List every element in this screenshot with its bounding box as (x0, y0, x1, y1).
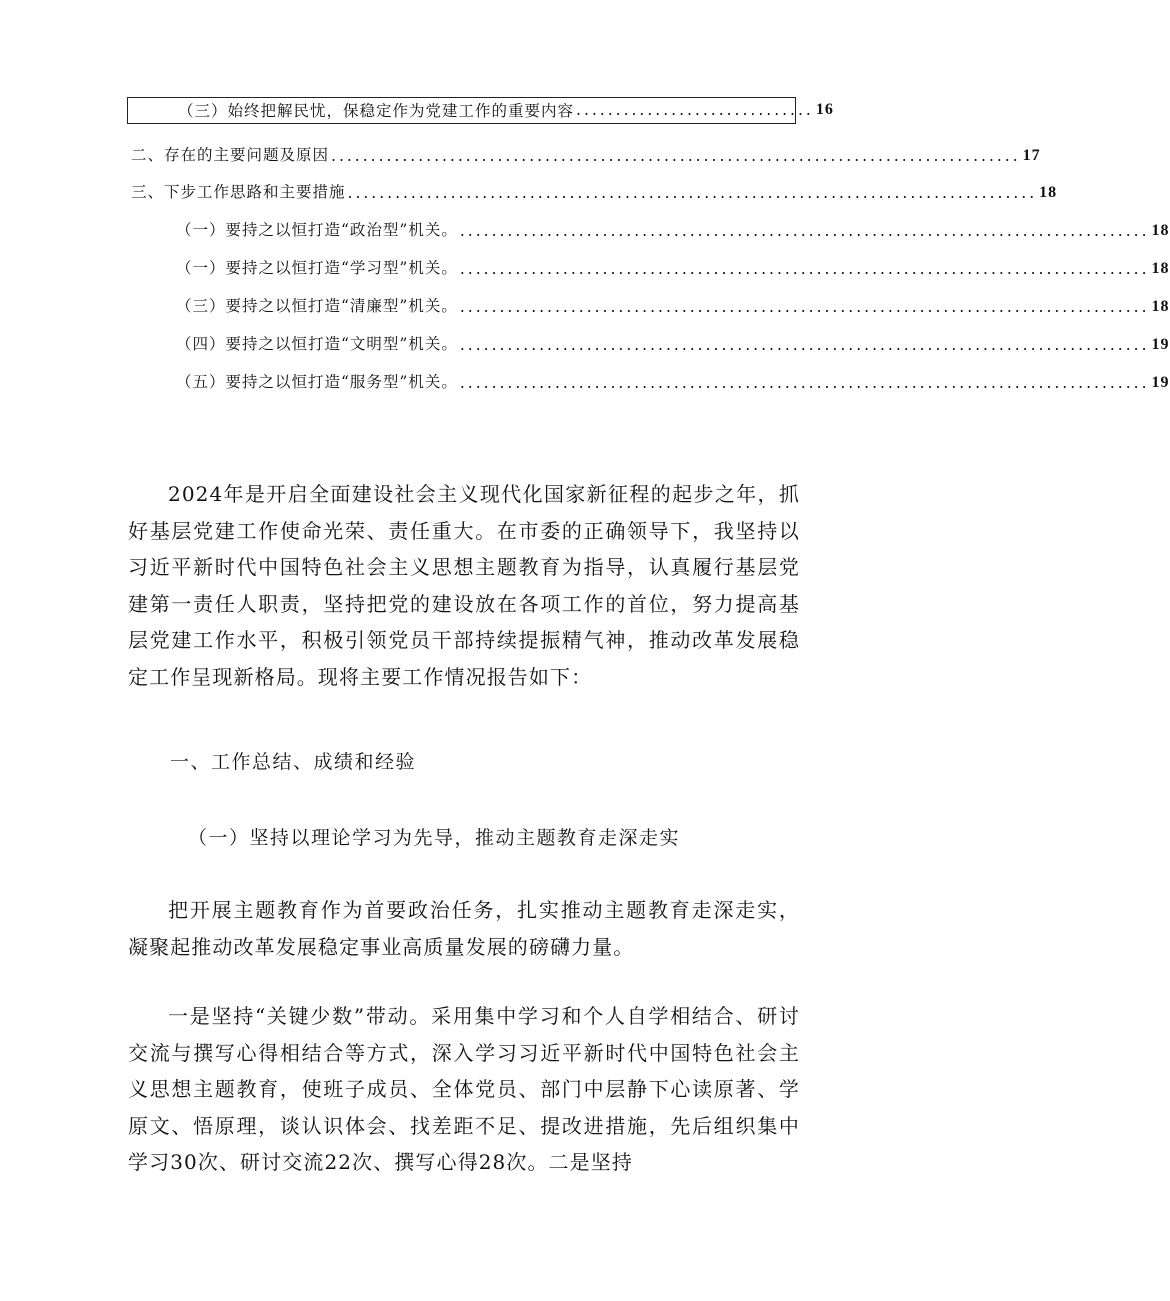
toc-item-4[interactable] (176, 212, 1170, 240)
body-paragraph-1 (128, 892, 800, 965)
toc-item-label: （三）始终把解民忧，保稳定作为党建工作的重要内容 (178, 101, 575, 120)
toc-item-5[interactable] (176, 250, 1170, 278)
body-paragraph-2 (128, 998, 800, 1181)
toc-page-number: 16 (815, 100, 834, 118)
toc-page-number: 17 (1022, 147, 1041, 164)
paragraph-text: 一是坚持“关键少数”带动。采用集中学习和个人自学相结合、研讨交流与撰写心得相结合等方式，深入学习习近平新时代中国特色社会主义思想主题教育，使班子成员、全体党员、部门中层静下心读原著、学原文、悟原理，谈认识体会、找差距不足、提改进措施，先后组织集中学习30次、研讨交流22次、撰写心得28次。二是坚持 (128, 1004, 800, 1174)
toc-item-2[interactable] (131, 137, 1041, 165)
toc-item-label: （四）要持之以恒打造“文明型”机关。 (176, 335, 458, 353)
toc-page-number: 19 (1151, 374, 1170, 391)
toc-item-1[interactable] (127, 97, 834, 124)
toc-page-number: 18 (1151, 222, 1170, 239)
subsection-heading: （一）坚持以理论学习为先导，推动主题教育走深走实 (188, 827, 681, 849)
toc-item-label: （五）要持之以恒打造“服务型”机关。 (176, 373, 458, 391)
intro-text: 2024年是开启全面建设社会主义现代化国家新征程的起步之年，抓好基层党建工作使命光荣、责任重大。在市委的正确领导下，我坚持以习近平新时代中国特色社会主义思想主题教育为指导，认真履行基层党建第一责任人职责，坚持把党的建设放在各项工作的首位，努力提高基层党建工作水平，积极引领党员干部持续提振精气神，推动改革发展稳定工作呈现新格局。现将主要工作情况报告如下： (128, 482, 800, 689)
toc-leader-dots: ....................................................................................... (459, 374, 1150, 392)
toc-leader-dots: ....................................................................................... (347, 184, 1038, 202)
paragraph-text: 把开展主题教育作为首要政治任务，扎实推动主题教育走深走实，凝聚起推动改革发展稳定事业高质量发展的磅礴力量。 (128, 898, 800, 959)
toc-item-label: 三、下步工作思路和主要措施 (131, 183, 346, 201)
toc-page-number: 19 (1151, 336, 1170, 353)
toc-leader-dots: ....................................................................................... (459, 260, 1150, 278)
toc-page-number: 18 (1151, 298, 1170, 315)
toc-page-number: 18 (1039, 184, 1058, 201)
toc-item-label: （三）要持之以恒打造“清廉型”机关。 (176, 297, 458, 315)
toc-leader-dots: ....................................................................................... (459, 298, 1150, 316)
toc-leader-dots: ....................................................................................... (459, 222, 1150, 240)
toc-leader-dots: ....................................................................................... (459, 336, 1150, 354)
toc-item-label: 二、存在的主要问题及原因 (131, 146, 330, 164)
toc-item-8[interactable] (176, 364, 1170, 392)
toc-item-label: （一）要持之以恒打造“政治型”机关。 (176, 221, 458, 239)
intro-paragraph (128, 476, 800, 695)
toc-item-3[interactable] (131, 174, 1058, 202)
toc-page-number: 18 (1151, 260, 1170, 277)
toc-item-label: （一）要持之以恒打造“学习型”机关。 (176, 259, 458, 277)
toc-leader-dots: .............................. (576, 100, 814, 119)
section-heading: 一、工作总结、成绩和经验 (170, 751, 417, 773)
toc-item-6[interactable] (176, 288, 1170, 316)
toc-leader-dots: ....................................................................................... (331, 147, 1021, 165)
toc-item-7[interactable] (176, 326, 1170, 354)
